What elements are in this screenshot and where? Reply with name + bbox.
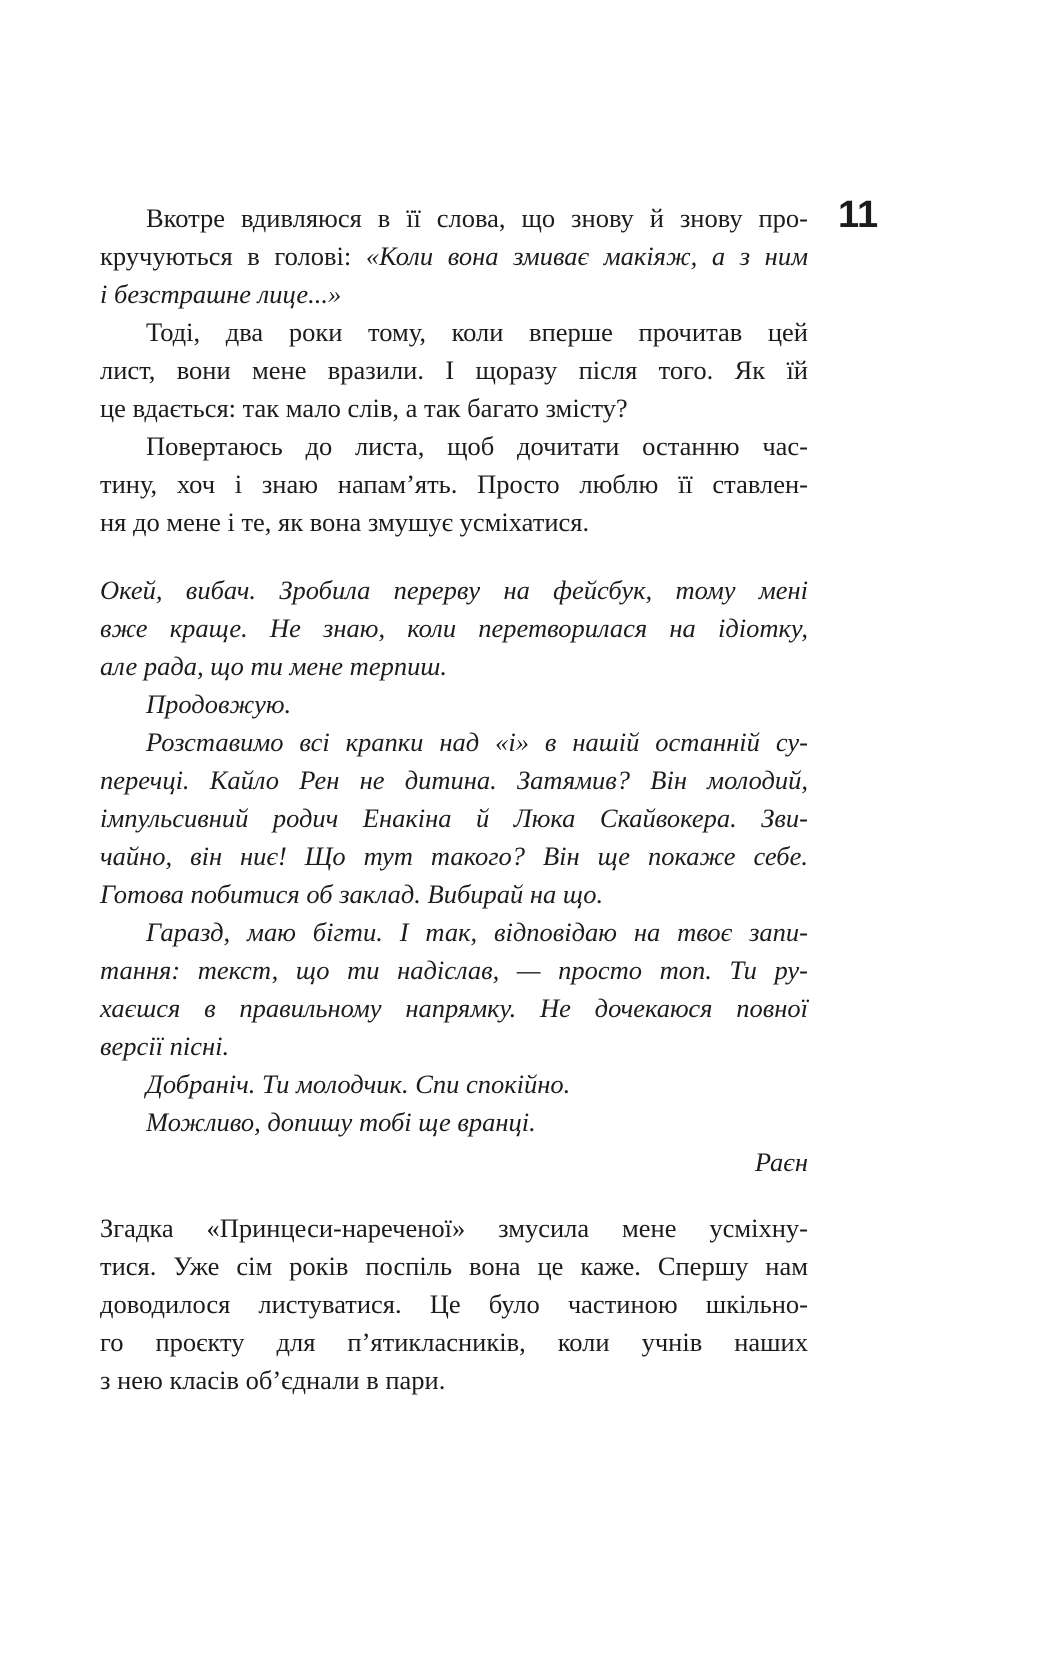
text-run: кручуються в голові: <box>100 241 366 271</box>
letter-line: Гаразд, маю бігти. І так, відповідаю на твоє запи- <box>146 917 808 947</box>
text-line: і безстрашне лице...» <box>100 279 342 309</box>
letter-line: перечці. Кайло Рен не дитина. Затямив? Він молодий, <box>100 765 808 795</box>
text-line: тину, хоч і знаю напам’ять. Просто люблю її ставлен- <box>100 469 808 499</box>
letter-line: імпульсивний родич Енакіна й Люка Скайвокера. Зви- <box>100 803 808 833</box>
text-line: го проєкту для п’ятикласників, коли учнів наших <box>100 1327 808 1357</box>
letter-line: Окей, вибач. Зробила перерву на фейсбук, тому мені <box>100 575 808 605</box>
page-number: 11 <box>838 194 879 236</box>
letter-signature: Раєн <box>754 1147 808 1177</box>
text-line: тися. Уже сім років поспіль вона це каже. Спершу нам <box>100 1251 808 1281</box>
text-line: Згадка «Принцеси-нареченої» змусила мене усміхну- <box>100 1213 808 1243</box>
letter-line: версії пісні. <box>100 1031 230 1061</box>
text-line: Повертаюсь до листа, щоб дочитати останню час- <box>146 431 808 461</box>
text-line: доводилося листуватися. Це було частиною шкільно- <box>100 1289 808 1319</box>
text-line <box>100 236 808 276</box>
letter-line: Розставимо всі крапки над «і» в нашій останній су- <box>146 727 808 757</box>
text-line: лист, вони мене вразили. І щоразу після того. Як їй <box>100 355 808 385</box>
letter-line: Продовжую. <box>146 689 292 719</box>
text-line: Тоді, два роки тому, коли вперше прочитав цей <box>146 317 808 347</box>
text-line: Вкотре вдивляюся в її слова, що знову й знову про- <box>146 203 808 233</box>
letter-line: тання: текст, що ти надіслав, — просто топ. Ти ру- <box>100 955 808 985</box>
letter-line: Готова побитися об заклад. Вибирай на що. <box>100 879 604 909</box>
letter-line: Можливо, допишу тобі ще вранці. <box>146 1107 536 1137</box>
letter-line: чайно, він ниє! Що тут такого? Він ще покаже себе. <box>100 841 808 871</box>
letter-line: вже краще. Не знаю, коли перетворилася на ідіотку, <box>100 613 808 643</box>
letter-line: хаєшся в правильному напрямку. Не дочекаюся повної <box>100 993 808 1023</box>
letter-line: Добраніч. Ти молодчик. Спи спокійно. <box>146 1069 571 1099</box>
letter-line: але рада, що ти мене терпиш. <box>100 651 447 681</box>
text-line: з нею класів об’єднали в пари. <box>100 1365 446 1395</box>
quote-italic: «Коли вона змиває макіяж, а з ним <box>365 241 808 271</box>
text-line: це вдається: так мало слів, а так багато змісту? <box>100 393 628 423</box>
text-line: ня до мене і те, як вона змушує усміхатися. <box>100 507 590 537</box>
